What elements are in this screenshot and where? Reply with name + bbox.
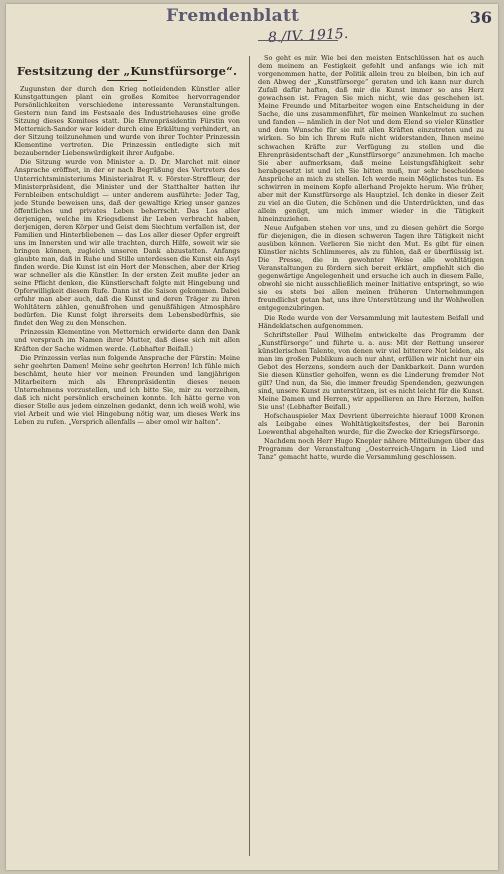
newspaper-name-stamp: Fremdenblatt bbox=[166, 6, 300, 26]
paragraph: Die Prinzessin verlas nun folgende Ansprache der Fürstin: Meine sehr geehrten Damen! Meine sehr geehrten Herren! Ich fühle mich beschämt, heute hier vor meinen Freunden und langjährigen Mitarbeitern mich als Ehrenpräsidentin dieses neuen Unternehmens vorzustellen, und ich bitte Sie, mir zu verzeihen, daß ich nicht persönlich erscheinen konnte. Ich hätte gerne von dieser Stelle aus jedem einzelnen gedankt, denn ich weiß wohl, wie viel Arbeit und wie viel Hingebung nötig war, um dieses Werk ins Leben zu rufen. „Versprich allenfalls — aber omol wir halten“. bbox=[14, 353, 240, 426]
left-column bbox=[14, 58, 240, 858]
paragraph: Nachdem noch Herr Hugo Knepler nähere Mitteilungen über das Programm der Veranstaltung „Oesterreich-Ungarn in Lied und Tanz“ gemacht hatte, wurde die Versammlung geschlossen. bbox=[258, 437, 484, 462]
date-underline bbox=[258, 40, 338, 41]
paragraph: Zugunsten der durch den Krieg notleidenden Künstler aller Kunstgattungen plant ein großes Komitee hervorragender Persönlichkeiten verschiedene interessante Veranstaltungen. Gestern nun fand im Festsaale des Industriehauses eine große Sitzung dieses Komitees statt. Die Ehrenpräsidentin Fürstin von Metternich-Sandor war leider durch eine Erkältung verhindert, an der Sitzung teilzunehmen und wurde von ihrer Tochter Prinzessin Klementine vertreten. Die Prinzessin entledigte sich mit bezaubernder Liebenswürdigkeit ihrer Aufgabe. bbox=[14, 85, 240, 158]
paragraph: Die Sitzung wurde von Minister a. D. Dr. Marchet mit einer Ansprache eröffnet, in der er nach Begrüßung des Vertreters des Unterrichtsministeriums Ministerialrat R. v. Förster-Streffleur, der Ministerpräsident, die Minister und der Statthalter hatten ihr Fernbleiben entschuldigt — unter anderem ausführte: Jeder Tag, jede Stunde beweisen uns, daß der gewaltige Krieg unser ganzes öffentliches und privates Leben beherrscht. Das Los aller derjenigen, welche im Kriegsdienst ihr Leben verbracht haben, derjenigen, deren Körper und Geist dem Siechtum verfallen ist, der Familien und Hinterbliebenen — das Los aller dieser Opfer ergreift uns im Innersten und wir alle trachten, durch Hilfe, soweit wir sie bringen können, zugleich unseren Dank abzustatten. Anfangs glaubte man, daß in Ruhe und Stille unterdessen die Kunst ein Asyl finden werde. Die Kunst ist ein Hort der Menschen, aber der Krieg war schneller als die Künstler. In der ersten Zeit mußte jeder an seine Pflicht denken, die Künstlerschaft folgte mit Hingebung und Opferwilligkeit diesem Rufe. Dann ist die Saison gekommen. Dabei erfuhr man aber auch, daß die Kunst und deren Träger zu ihren Wohltätern zählen, genußfrohen und genußfähigen Atmosphäre bedürfen. Die Kunst folgt ihrerseits dem Lebensbedürfnis, sie findet den Weg zu den Menschen. bbox=[14, 158, 240, 328]
paragraph: Die Rede wurde von der Versammlung mit lautestem Beifall und Händeklatschen aufgenommen. bbox=[258, 313, 484, 330]
handwritten-date: 8./IV. 1915. bbox=[267, 25, 349, 47]
article-title: Festsitzung der „Kunstfürsorge“. bbox=[16, 64, 238, 78]
paragraph: So geht es mir. Wie bei den meisten Entschlüssen hat es auch dem meinem an Festigkeit gefehlt und anfangs wie ich mit vorgenommen hatte, der Politik allein treu zu bleiben, bin ich auf den Abweg der „Kunstfürsorge“ geraten und ich kann nur durch Zufall dafür haften, daß mir die Kunst immer so ans Herz gewachsen ist. Fragen Sie mich nicht, wie das geschehen ist. Meine Freunde und Mitarbeiter wogen eine Entscheidung in der Sache, die uns zusammenführt, für meinen Wankelmut zu suchen und fanden — nämlich in der Not und dem Elend so vieler Künstler und dem Wunsche für sie mit allen Kräften einzutreten und zu wirken. So bin ich Ihrem Rufe nicht widerstanden, Ihnen meine schwachen Kräfte zur Verfügung zu stellen und die Ehrenpräsidentschaft der „Kunstfürsorge“ anzunehmen. Ich mache Sie aber aufmerksam, daß meine Leistungsfähigkeit sehr herabgesetzt ist und ich Sie bitten muß, nur sehr bescheidene Ansprüche an mich zu stellen. Ich werde mein Möglichstes tun. Es schwirren in meinem Kopfe allerhand Projekte herum. Wie früher, aber mit der Kunstfürsorge als Hauptziel. Ich denke in dieser Zeit zu viel an die Guten, die Schönen und die Unterdrückten, und das allein genügt, um mich immer wieder in die Tätigkeit hineinzuziehen. bbox=[258, 54, 484, 223]
paragraph: Hofschauspieler Max Devrient überreichte hierauf 1000 Kronen als Leibgabe eines Wohltätigkeitsfestes, der bei Baronin Loewenthal abgehalten wurde, für die Zwecke der Kriegsfürsorge. bbox=[258, 412, 484, 437]
paragraph: Schriftsteller Paul Wilhelm entwickelte das Programm der „Kunstfürsorge“ und führte u. a. aus: Mit der Rettung unserer künstlerischen Talente, von denen wir viel bitterere Not leiden, als man im großen Publikum auch nur ahnt, erfüllen wir nicht nur ein Gebot des Herzens, sondern auch der Dankbarkeit. Dann wurden Sie diesen Künstler geholfen, wenn es die Linderung fremder Not gilt? Und nun, da Sie, die immer freudig Spendenden, gezwungen sind, unsere Kunst zu unterstützen, ist es nicht leicht für die Kunst. Meine Damen und Herren, wir appellieren an Ihre Herzen, helfen Sie uns! (Lebhafter Beifall.) bbox=[258, 330, 484, 412]
paragraph: Prinzessin Klementine von Metternich erwiderte dann den Dank und versprach im Namen ihrer Mutter, daß diese sich mit allen Kräften der Sache widmen werde. (Lebhafter Beifall.) bbox=[14, 328, 240, 353]
newspaper-clipping bbox=[6, 4, 498, 870]
paragraph: Neue Aufgaben stehen vor uns, und zu diesen gehört die Sorge für diejenigen, die in diesen schweren Tagen ihre Tätigkeit nicht ausüben können. Verlieren Sie nicht den Mut. Es gibt für einen Künstler nichts Schlimmeres, als zu fühlen, daß er überflüssig ist. Die Presse, die in gewohnter Weise alle wohltätigen Veranstaltungen zu fördern sich bereit erklärt, empfiehlt sich die gegenwärtige Angelegenheit und ersuche ich auch in diesem Falle, obwohl sie nicht ausschließlich meiner Initiative entspringt, so wie sie es stets bei allen meinen früheren Unternehmungen freundlichst getan hat, uns ihre Unterstützung und ihr Wohlwollen entgegenzubringen. bbox=[258, 223, 484, 313]
page-number: 36 bbox=[469, 8, 492, 27]
column-divider bbox=[249, 56, 250, 856]
title-rule bbox=[107, 80, 147, 81]
right-column bbox=[258, 54, 484, 862]
